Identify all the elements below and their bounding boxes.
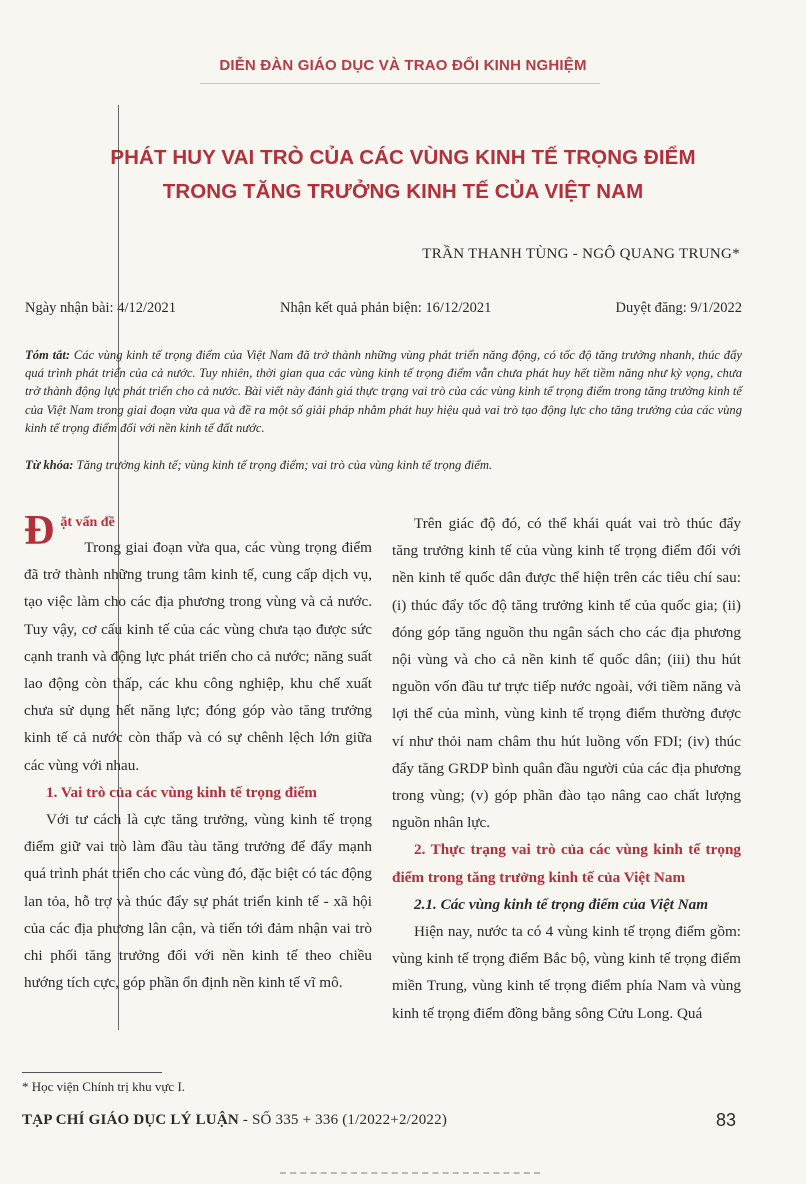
bottom-scan-marks [280,1172,540,1177]
section-heading-1: 1. Vai trò của các vùng kinh tế trọng điểm [46,783,317,801]
abstract-label: Tóm tắt: [25,348,71,362]
criteria-paragraph: Trên giác độ đó, có thể khái quát vai trò thúc đẩy tăng trưởng kinh tế của vùng kinh tế trọng điểm đối với nền kinh tế quốc dân được thể hiện trên các tiêu chí sau: (i) thúc đẩy tốc độ tăng trưởng kinh tế của quốc gia; (ii) đóng góp tăng nguồn thu ngân sách cho các địa phương nội vùng và cho cả nền kinh tế quốc dân; (iii) thu hút nguồn vốn đầu tư trực tiếp nước ngoài, với tiềm năng và lợi thế của mình, vùng kinh tế trọng điểm thường được ví như thỏi nam châm thu hút luồng vốn FDI; (iv) thúc đẩy tăng GRDP bình quân đầu người của các địa phương trong vùng; (v) góp phần đào tạo nâng cao chất lượng nguồn nhân lực. [392,515,741,832]
section-2-1-paragraph: Hiện nay, nước ta có 4 vùng kinh tế trọng điểm gồm: vùng kinh tế trọng điểm Bắc bộ, vùng kinh tế trọng điểm miền Trung, vùng kinh tế trọng điểm phía Nam và vùng kinh tế trọng điểm đồng bằng sông Cửu Long. Quá [392,923,741,1022]
journal-name: TẠP CHÍ GIÁO DỤC LÝ LUẬN [22,1112,239,1128]
intro-paragraph: Trong giai đoạn vừa qua, các vùng trọng điểm đã trở thành những trung tâm kinh tế, cung cấp dịch vụ, tạo việc làm cho các địa phương trong vùng và cả nước. Tuy vậy, cơ cấu kinh tế của các vùng chưa tạo được sức cạnh tranh và động lực phát triển cho cả nước; năng suất lao động còn thấp, các khu công nghiệp, khu chế xuất chưa sử dụng hết năng lực; đóng góp vào tăng trưởng kinh tế cả nước còn thấp và có sự chênh lệch lớn giữa các vùng với nhau. [24,539,372,774]
abstract-text: Các vùng kinh tế trọng điểm của Việt Nam đã trở thành những vùng phát triển năng động, có tốc độ tăng trưởng nhanh, thúc đẩy quá trình phát triển của cả nước. Tuy nhiên, thời gian qua các vùng kinh tế trọng điểm vẫn chưa phát huy hết tiềm năng như kỳ vọng, chưa trở thành động lực phát triển cho cả nước. Bài viết này đánh giá thực trạng vai trò của các vùng kinh tế trọng điểm trong tăng trưởng kinh tế của Việt Nam trong giai đoạn vừa qua và đề ra một số giải pháp nhằm phát huy hiệu quả vai trò tạo động lực cho tăng trưởng của các vùng kinh tế trọng điểm đối với nền kinh tế đất nước. [25,348,742,435]
page-number: 83 [715,1110,736,1130]
keywords-label: Từ khóa: [25,458,74,472]
date-received: Ngày nhận bài: 4/12/2021 [25,300,177,316]
drop-cap: Đ [24,508,55,554]
intro-heading-text: ặt vấn đề [60,515,115,530]
date-reviewed: Nhận kết quả phản biện: 16/12/2021 [280,300,492,316]
right-column [392,510,741,1027]
subsection-heading-2-1: 2.1. Các vùng kinh tế trọng điểm của Việt Nam [414,895,709,913]
abstract [25,346,742,437]
footnote-divider [22,1072,162,1073]
scan-artifact-line [118,105,119,1030]
header-divider [200,83,600,84]
date-approved: Duyệt đăng: 9/1/2022 [615,300,742,316]
section-header: DIỄN ĐÀN GIÁO DỤC VÀ TRAO ĐỔI KINH NGHIỆM [219,57,587,74]
footnote: * Học viện Chính trị khu vực I. [22,1079,186,1094]
journal-footer [22,1112,447,1129]
section-1-paragraph: Với tư cách là cực tăng trưởng, vùng kinh tế trọng điểm giữ vai trò làm đầu tàu tăng trưởng để đẩy mạnh quá trình phát triển cho các vùng đó, đặc biệt có tác động lan tỏa, hỗ trợ và thúc đẩy sự phát triển kinh tế - xã hội của các địa phương lân cận, và tiến tới đảm nhận vai trò chi phối tăng trưởng đối với nền kinh tế theo chiều hướng tích cực, góp phần ổn định nền kinh tế vĩ mô. [24,811,372,992]
keywords [25,458,742,473]
left-column [24,510,372,996]
authors: TRẦN THANH TÙNG - NGÔ QUANG TRUNG* [422,246,740,262]
article-title-line-2: TRONG TĂNG TRƯỞNG KINH TẾ CỦA VIỆT NAM [162,180,644,203]
intro-heading [24,510,372,534]
keywords-text: Tăng trưởng kinh tế; vùng kinh tế trọng điểm; vai trò của vùng kinh tế trọng điểm. [73,458,493,472]
section-heading-2: 2. Thực trạng vai trò của các vùng kinh tế trọng điểm trong tăng trưởng kinh tế của Việt Nam [392,841,741,886]
journal-issue: - SỐ 335 + 336 (1/2022+2/2022) [238,1112,448,1128]
article-title-line-1: PHÁT HUY VAI TRÒ CỦA CÁC VÙNG KINH TẾ TRỌNG ĐIỂM [110,146,696,169]
